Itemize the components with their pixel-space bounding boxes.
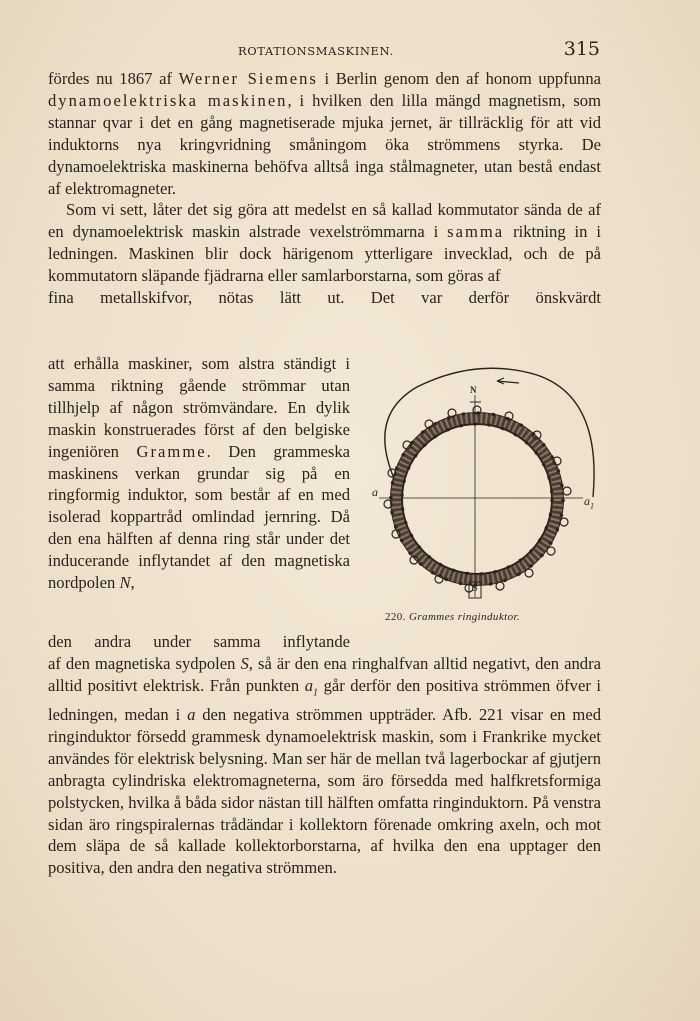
page-number: 315 bbox=[563, 38, 600, 60]
running-head: ROTATIONSMASKINEN. bbox=[238, 44, 394, 58]
point-a: a bbox=[187, 705, 196, 725]
body-text-top bbox=[48, 68, 601, 309]
full-width-line: fina metallskifvor, nötas lätt ut. Det var derför önskvärdt bbox=[48, 288, 601, 308]
paragraph-2-end: af den magnetiska sydpolen S, så är den ena ringhalfvan alltid negativt, den andra alltid positivt elektrisk. Från punkten $a_1$ går derför den positiva strömmen öfver i ledningen, medan i a den negativa strömmen uppträder. Afb. 221 visar en med ringinduktor försedd grammesk dynamoelektrisk maskin, som i Frankrike mycket användes för elektrisk belysning. Man ser här de mellan två lagerbockar af gjutjern anbragta cylindriska elektromagneterna, som äro försedda med halfkretsformiga polstycken, hvilka å båda sidor nästan till hälften omfatta ringinduktorn. På venstra sidan äro ringspiralernas trådändar i kollektorn förenade omkring axeln, och mot dem släpa de så kallade kollektorborstarna, af hvilka den ena upptager den positiva, den andra den negativa strömmen. bbox=[48, 653, 601, 878]
paragraph-1: fördes nu 1867 af Werner Siemens i Berlin genom den af honom uppfunna dynamoelektriska maskinen, i hvilken den lilla mängd magnetism, som stannar qvar i det en gång magnetiserade mjuka jernet, är tillräcklig för att vid induktorns nya kringvridning småningom öka strömmens styrka. De dynamoelektriska maskinerna behöfva alltså inga stålmagneter, utan bestå endast af elektromagneter. bbox=[48, 69, 602, 198]
paragraph-2: Som vi sett, låter det sig göra att medelst en så kallad kommutator sända de af en dynamoelektrisk maskin alstrade vexelströmmarna i samma riktning in i ledningen. Maskinen blir dock härigenom ytterligare invecklad, och de på kommutatorn släpande fjädrarna eller samlarborstarna, som göras af bbox=[48, 200, 601, 286]
emphasized-word: samma bbox=[447, 222, 505, 242]
emphasized-term: dynamoelektriska maskinen bbox=[48, 90, 288, 110]
point-a1: $a_1$ bbox=[304, 675, 319, 699]
caption-text: Grammes ringinduktor. bbox=[409, 611, 521, 623]
figure-label-n: N bbox=[470, 385, 477, 395]
pole-s: S bbox=[240, 653, 249, 673]
person-name: Werner Siemens bbox=[178, 69, 318, 88]
body-text-bottom bbox=[48, 631, 601, 879]
figure-label-a: a bbox=[372, 485, 378, 499]
pole-n: N bbox=[119, 573, 131, 593]
page-header bbox=[48, 38, 600, 62]
figure-label-s: S bbox=[472, 583, 478, 594]
ring-inductor-drawing bbox=[357, 357, 601, 632]
ring-inductor-figure bbox=[357, 357, 601, 632]
figure-caption bbox=[385, 611, 605, 623]
body-text-beside-figure bbox=[48, 353, 350, 594]
figure-label-a1: $a_1$ bbox=[584, 494, 594, 511]
paragraph-2-continued: att erhålla maskiner, som alstra ständigt i samma riktning gående strömmar utan tillhjelp af någon strömvändare. En dylik maskin konstruerades först af den belgiske ingeniören Gramme. Den grammeska maskinens verkan grundar sig på en ringformig induktor, som består af en med isolerad koppartråd omlindad jernring. Då den ena hälften af denna ring står under det inducerande inflytandet af den magnetiska nordpolen N, bbox=[48, 354, 350, 593]
person-name-gramme: Gramme bbox=[136, 441, 207, 461]
caption-number: 220. bbox=[385, 611, 406, 623]
line-beside-caption: den andra under samma inflytande bbox=[48, 632, 350, 651]
